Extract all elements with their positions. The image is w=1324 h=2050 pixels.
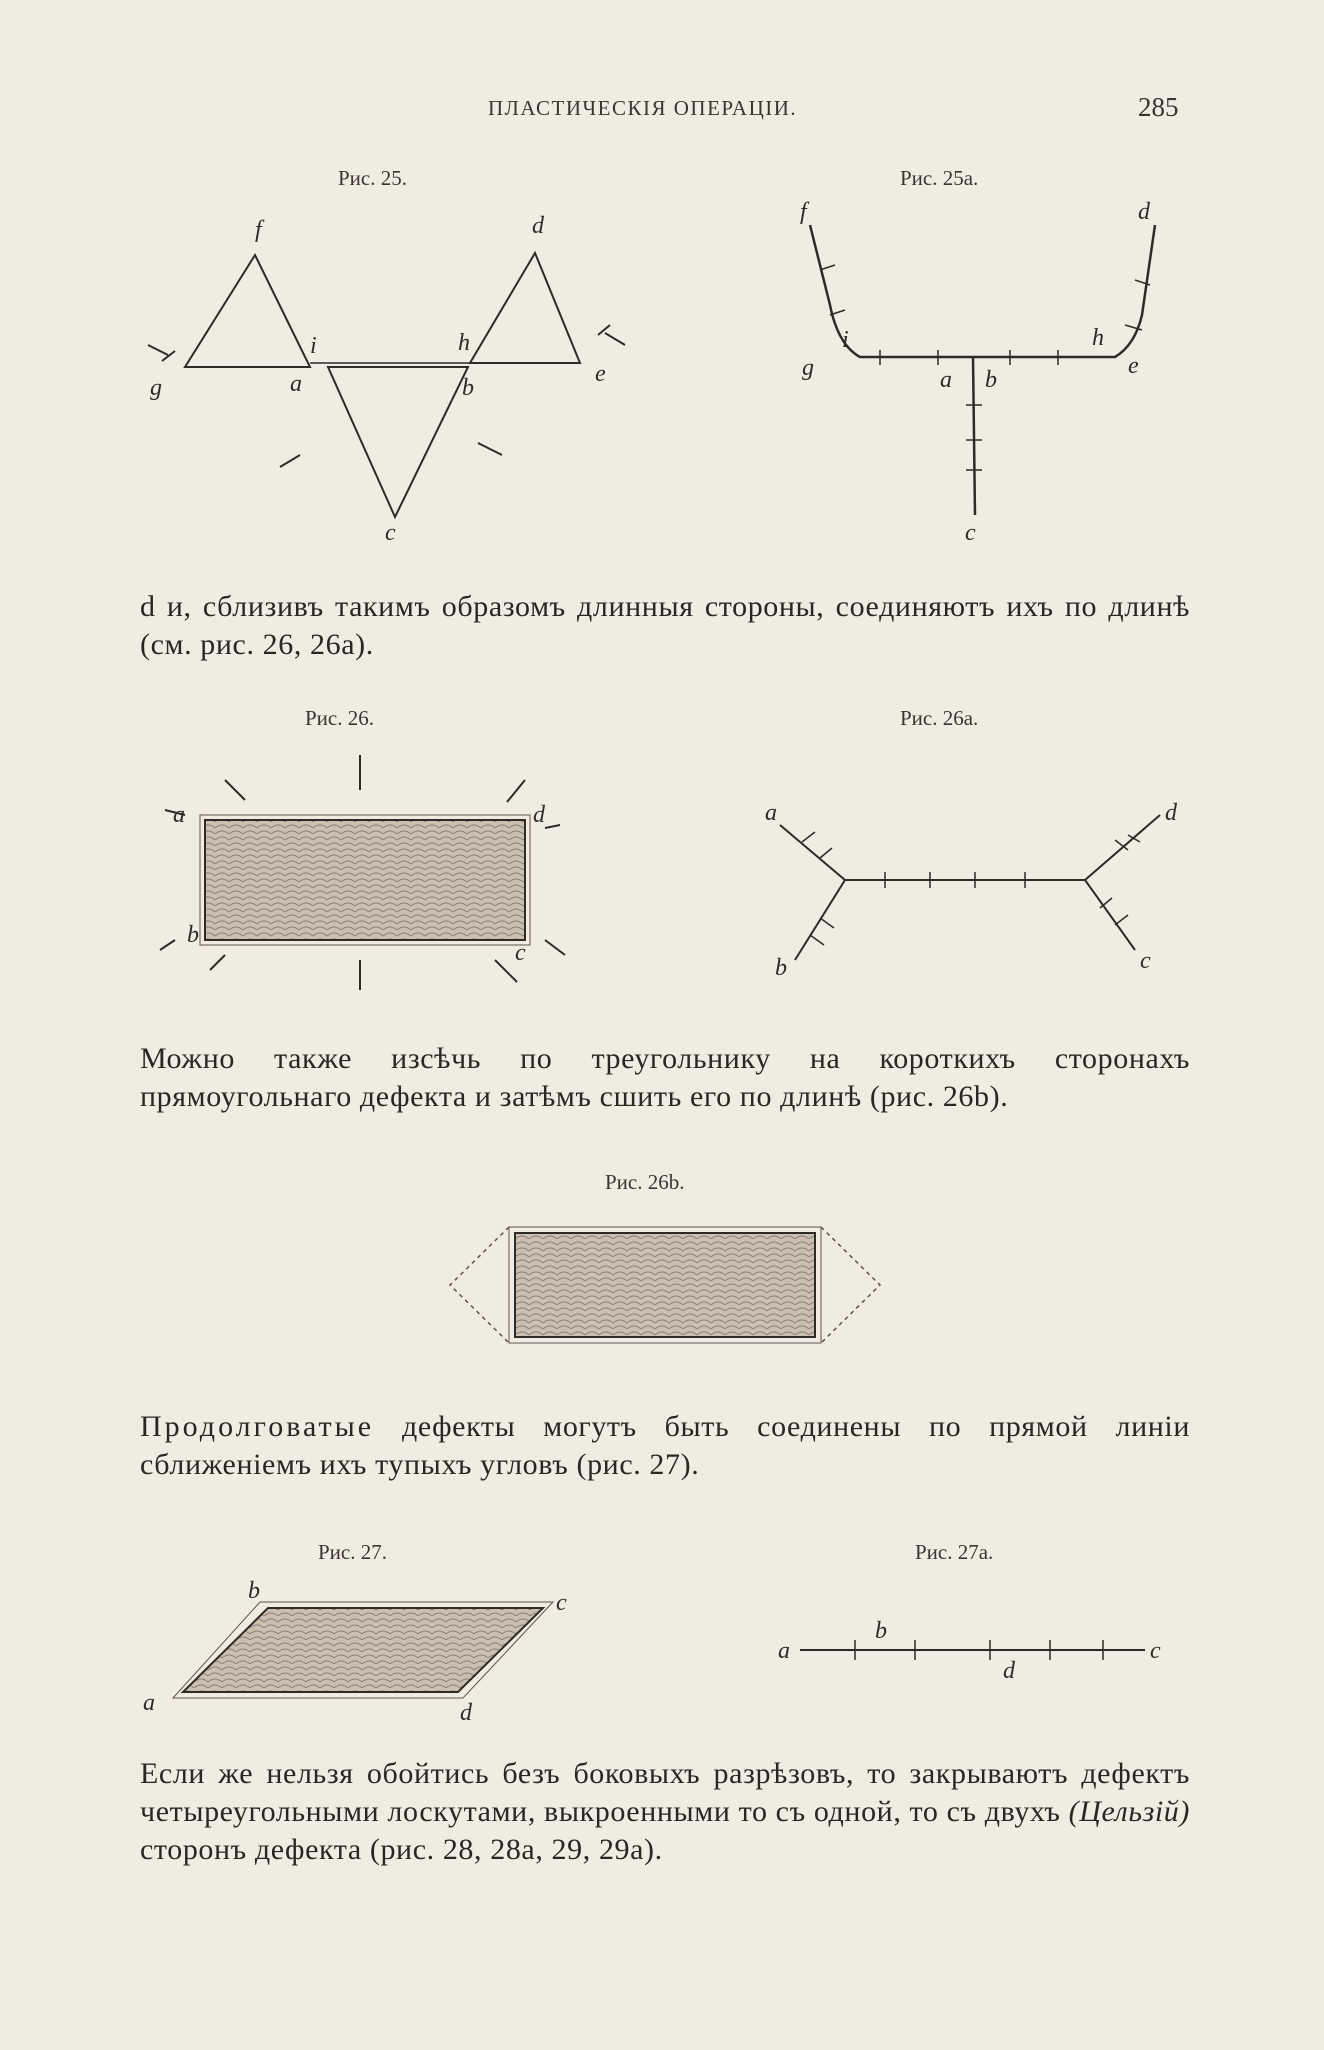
fig26a-label-d: d bbox=[1165, 800, 1177, 826]
fig27-caption: Рис. 27. bbox=[318, 1540, 387, 1564]
fig26-caption: Рис. 26. bbox=[305, 706, 374, 730]
fig25-label-e: e bbox=[595, 361, 606, 387]
fig25a-caption: Рис. 25а. bbox=[900, 166, 979, 190]
fig25-label-a: a bbox=[290, 371, 302, 397]
fig26b-rectangle bbox=[445, 1215, 885, 1355]
paragraph-4-part-b: сторонъ дефекта (рис. 28, 28а, 29, 29а). bbox=[140, 1833, 663, 1866]
fig25a-label-f: f bbox=[800, 199, 807, 225]
fig25-label-f: f bbox=[255, 217, 262, 243]
fig25a-label-c: c bbox=[965, 520, 976, 546]
paragraph-4-name: (Цельзій) bbox=[1068, 1795, 1190, 1828]
paragraph-3-rest: дефекты могутъ быть соединены по прямой линіи сближеніемъ ихъ тупыхъ угловъ (рис. 27). bbox=[140, 1410, 1190, 1481]
paragraph-4-part-a: Если же нельзя обойтись безъ боковыхъ разрѣзовъ, то закрываютъ дефектъ четыреугольными лоскутами, выкроенными то съ одной, то съ двухъ bbox=[140, 1757, 1190, 1828]
paragraph-4 bbox=[140, 1755, 1190, 1869]
page-number: 285 bbox=[1138, 92, 1179, 122]
fig26-label-d: d bbox=[533, 802, 545, 828]
fig27-label-b: b bbox=[248, 1578, 260, 1604]
fig26-rectangle bbox=[145, 750, 585, 990]
fig27a-label-d: d bbox=[1003, 1658, 1015, 1684]
fig26a-caption: Рис. 26а. bbox=[900, 706, 979, 730]
fig27-label-d: d bbox=[460, 1700, 472, 1726]
fig26a-label-c: c bbox=[1140, 948, 1151, 974]
fig27-label-a: a bbox=[143, 1690, 155, 1716]
fig25-label-i: i bbox=[310, 333, 317, 359]
fig25a-label-g: g bbox=[802, 355, 814, 381]
fig25a-sutures bbox=[790, 199, 1150, 546]
fig27a-caption: Рис. 27а. bbox=[915, 1540, 994, 1564]
fig25a-label-i: i bbox=[842, 327, 849, 353]
fig27a-label-a: a bbox=[778, 1638, 790, 1664]
fig26a-label-a: a bbox=[765, 800, 777, 826]
fig25-label-c: c bbox=[385, 520, 396, 546]
fig25-label-h: h bbox=[458, 330, 470, 356]
paragraph-1: d и, сблизивъ такимъ образомъ длинныя стороны, соединяютъ ихъ по длинѣ (см. рис. 26, 26а). bbox=[140, 590, 1190, 661]
fig26b-caption: Рис. 26b. bbox=[605, 1170, 685, 1194]
fig25-label-g: g bbox=[150, 375, 162, 401]
fig27a-suture-line bbox=[775, 1612, 1175, 1692]
fig25-label-b: b bbox=[462, 375, 474, 401]
fig26a-sutures bbox=[760, 790, 1200, 1000]
fig26-label-a: a bbox=[173, 802, 185, 828]
running-header: ПЛАСТИЧЕСКІЯ ОПЕРАЦІИ. bbox=[488, 96, 798, 120]
fig25a-label-e: e bbox=[1128, 353, 1139, 379]
paragraph-3-lead: Продолговатые bbox=[140, 1410, 375, 1443]
fig25a-label-b: b bbox=[985, 367, 997, 393]
fig26-label-c: c bbox=[515, 940, 526, 966]
fig25a-label-a: a bbox=[940, 367, 952, 393]
fig26a-label-b: b bbox=[775, 955, 787, 981]
fig25a-label-d: d bbox=[1138, 199, 1150, 225]
fig25a-label-h: h bbox=[1092, 325, 1104, 351]
fig27-parallelogram bbox=[138, 1578, 567, 1730]
fig26-label-b: b bbox=[187, 922, 199, 948]
fig25-label-d: d bbox=[532, 213, 544, 239]
paragraph-3 bbox=[140, 1408, 1190, 1484]
fig25-caption: Рис. 25. bbox=[338, 166, 407, 190]
fig27-label-c: c bbox=[556, 1590, 567, 1616]
paragraph-2: Можно также изсѣчь по треугольнику на короткихъ сторонахъ прямоугольнаго дефекта и затѣмъ сшить его по длинѣ (рис. 26b). bbox=[140, 1042, 1190, 1113]
fig27a-label-c: c bbox=[1150, 1638, 1161, 1664]
fig25-triangles bbox=[140, 205, 606, 546]
fig27a-label-b: b bbox=[875, 1618, 887, 1644]
